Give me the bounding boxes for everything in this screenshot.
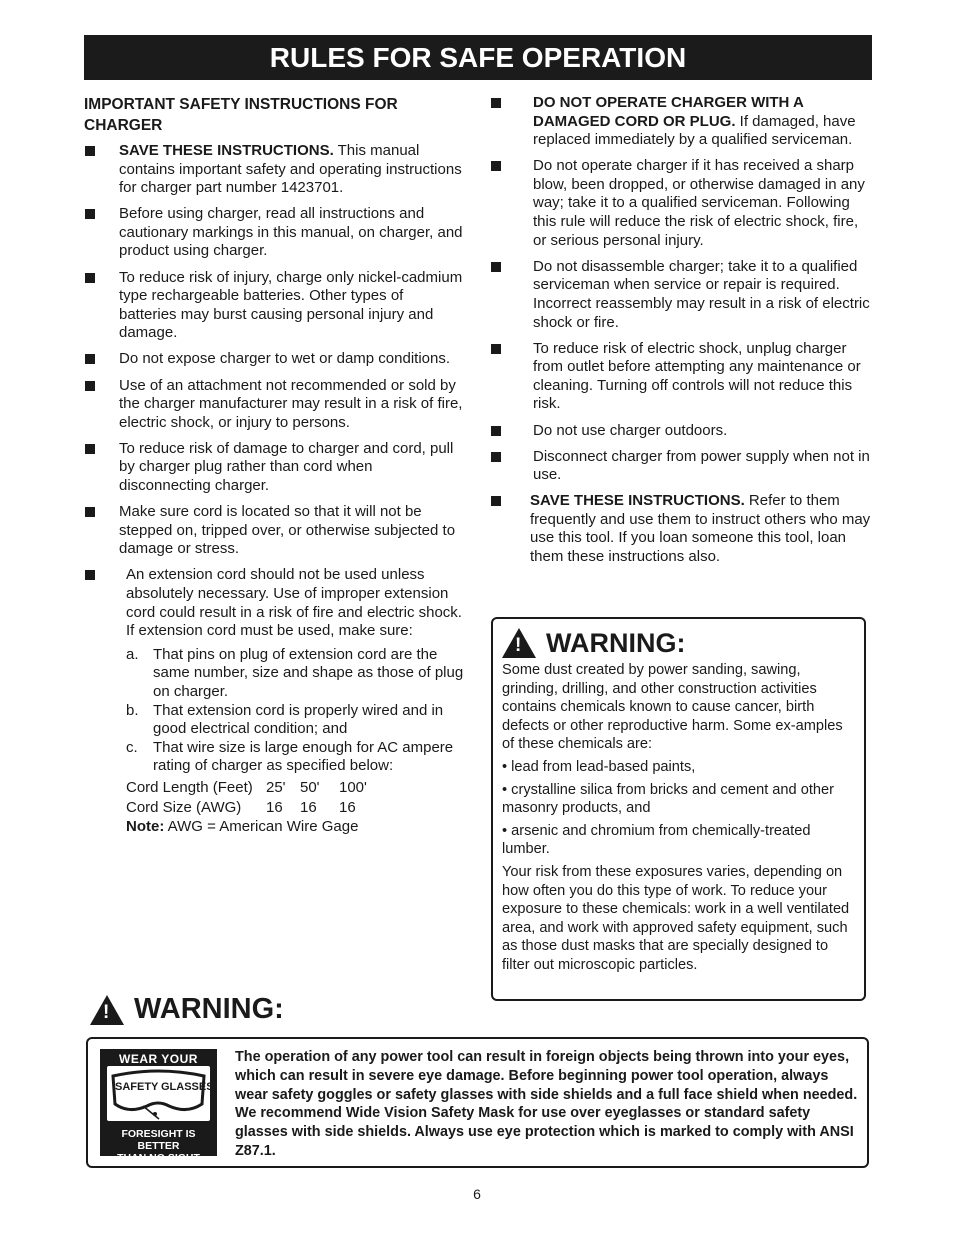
bullet-square-icon <box>491 452 501 462</box>
bullet-square-icon <box>85 273 95 283</box>
sub-list-item <box>126 739 464 776</box>
logo-top-text: WEAR YOUR <box>119 1052 198 1066</box>
bullet-square-icon <box>85 381 95 391</box>
logo-bottom-line-1: FORESIGHT IS BETTER <box>121 1128 196 1152</box>
list-item <box>490 448 872 485</box>
list-item <box>490 340 872 414</box>
page-number: 6 <box>473 1186 481 1202</box>
bullet-square-icon <box>491 344 501 354</box>
dust-warning-box <box>491 617 866 1001</box>
sub-item-text: That extension cord is properly wired and in good electrical condition; and <box>153 701 444 738</box>
table-cell: 50' <box>300 778 320 796</box>
list-item <box>84 440 464 496</box>
sub-item-letter: c. <box>126 738 138 756</box>
item-bold-lead: SAVE THESE INSTRUCTIONS. <box>530 492 745 510</box>
cord-table <box>126 778 464 818</box>
table-cell: 16 <box>300 798 317 816</box>
warning-closing: Your risk from these exposures varies, depending on how often you do this type of work. To reduce your exposure to these chemicals: work in a well ventilated area, and work with approved safety equipment, such as those dust masks that are specially designed to filter out microscopic particles. <box>502 863 850 973</box>
table-cell: 16 <box>266 798 283 816</box>
table-row-label: Cord Length (Feet) <box>126 778 253 796</box>
warning-triangle-icon <box>502 628 536 658</box>
item-text: Use of an attachment not recommended or sold by the charger manufacturer may result in a risk of fire, electric shock, or injury to persons. <box>119 376 463 431</box>
list-item <box>84 566 464 836</box>
sub-list-item <box>126 702 464 739</box>
item-text: To reduce risk of electric shock, unplug charger from outlet before attempting any maintenance or cleaning. Turning off controls will not reduce this risk. <box>533 339 861 413</box>
item-text: Do not operate charger if it has received a sharp blow, been dropped, or otherwise damaged in any way; take it to a qualified serviceman. Following this rule will reduce the risk of electric shock, fire, or serious personal injury. <box>533 157 865 249</box>
item-text: If damaged, have replaced immediately by a qualified serviceman. <box>533 112 856 149</box>
list-item <box>490 422 872 441</box>
table-cell: 25' <box>266 778 286 796</box>
bullet-square-icon <box>491 161 501 171</box>
section-heading-line-2: CHARGER <box>84 117 163 134</box>
list-item <box>84 350 464 369</box>
table-row <box>126 798 464 818</box>
eye-warning-title-text: WARNING: <box>134 993 284 1025</box>
item-bold-lead: SAVE THESE INSTRUCTIONS. <box>119 142 334 159</box>
bullet-square-icon <box>85 570 95 580</box>
bullet-square-icon <box>85 354 95 364</box>
sub-item-letter: b. <box>126 701 139 719</box>
bullet-square-icon <box>85 146 95 156</box>
bullet-square-icon <box>491 496 501 506</box>
item-text: To reduce risk of injury, charge only nickel-cadmium type rechargeable batteries. Other types of batteries may burst causing personal injury and damage. <box>119 268 463 342</box>
table-row-label: Cord Size (AWG) <box>126 798 242 816</box>
bullet-square-icon <box>85 444 95 454</box>
item-text: An extension cord should not be used unless absolutely necessary. Use of improper extension cord could result in a risk of fire and electric shock. If extension cord must be used, make sure: <box>126 566 462 640</box>
item-text: Disconnect charger from power supply when not in use. <box>533 447 870 484</box>
note-text: AWG = American Wire Gage <box>164 817 359 835</box>
item-bold-lead: DO NOT OPERATE CHARGER WITH A DAMAGED CORD OR PLUG. <box>533 94 804 130</box>
item-text: Refer to them frequently and use them to instruct others who may use this tool. If you loan someone this tool, loan them these instructions also. <box>530 492 871 566</box>
safety-glasses-logo <box>100 1049 217 1164</box>
list-item <box>84 377 464 433</box>
list-item <box>84 205 464 261</box>
logo-safety-text: SAFETY <box>115 1081 159 1093</box>
right-column <box>490 94 872 574</box>
list-item <box>490 258 872 332</box>
item-text: Before using charger, read all instructions and cautionary markings in this manual, on charger, and product using charger. <box>119 205 463 260</box>
warning-bullet: • lead from lead-based paints, <box>502 758 696 775</box>
table-note <box>126 818 464 837</box>
list-item <box>84 269 464 343</box>
list-item <box>490 94 872 150</box>
eye-warning-title <box>90 993 284 1026</box>
sub-list-item <box>126 646 464 702</box>
logo-bottom-line-2: THAN NO SIGHT <box>117 1152 200 1164</box>
sub-item-text: That wire size is large enough for AC ampere rating of charger as specified below: <box>153 738 454 775</box>
page-banner: RULES FOR SAFE OPERATION <box>84 35 872 80</box>
warning-triangle-icon <box>90 995 124 1025</box>
goggles-icon <box>107 1066 210 1121</box>
bullet-square-icon <box>491 426 501 436</box>
item-text: Make sure cord is located so that it will not be stepped on, tripped over, or otherwise subjected to damage or stress. <box>119 503 456 558</box>
bullet-square-icon <box>491 262 501 272</box>
logo-glasses-text: GLASSES <box>161 1081 210 1093</box>
logo-bottom-text <box>100 1128 217 1164</box>
list-item <box>490 157 872 250</box>
bullet-square-icon <box>85 507 95 517</box>
bullet-square-icon <box>491 98 501 108</box>
list-item <box>84 142 464 198</box>
table-row <box>126 778 464 798</box>
note-label: Note: <box>126 817 165 835</box>
list-item <box>490 492 872 566</box>
item-text: Do not disassemble charger; take it to a qualified serviceman when service or repair is required. Incorrect reassembly may result in a risk of electric shock or fire. <box>533 257 870 331</box>
item-text: This manual contains important safety and operating instructions for charger part number 1423701. <box>119 142 462 197</box>
list-item <box>84 503 464 559</box>
item-text: Do not expose charger to wet or damp conditions. <box>119 350 451 368</box>
warning-bullet: • crystalline silica from bricks and cement and other masonry products, and <box>502 781 834 817</box>
warning-title <box>502 627 855 659</box>
section-heading <box>84 94 464 136</box>
warning-title-text: WARNING: <box>546 628 686 658</box>
table-cell: 16 <box>339 798 356 816</box>
bullet-square-icon <box>85 209 95 219</box>
item-text: To reduce risk of damage to charger and cord, pull by charger plug rather than cord when disconnecting charger. <box>119 439 454 494</box>
left-column <box>84 94 464 844</box>
goggles-drawing-icon <box>107 1066 210 1121</box>
warning-intro: Some dust created by power sanding, sawing, grinding, drilling, and other construction activities contains chemicals known to cause cancer, birth defects or other reproductive harm. Some ex-amples of these chemicals are: <box>502 662 843 753</box>
sub-item-text: That pins on plug of extension cord are the same number, size and shape as those of plug on charger. <box>153 645 464 700</box>
sub-item-letter: a. <box>126 645 139 663</box>
item-text: Do not use charger outdoors. <box>533 421 728 439</box>
eye-warning-text: The operation of any power tool can result in foreign objects being thrown into your eyes, which can result in severe eye damage. Before beginning power tool operation, always wear safety goggles or safety glasses with side shields and a full face shield when needed. We recommend Wide Vision Safety Mask for use over eyeglasses or standard safety glasses with side shields. Always use eye protection which is marked to comply with ANSI Z87.1. <box>235 1049 858 1159</box>
sub-list <box>126 646 464 776</box>
warning-bullet: • arsenic and chromium from chemically-treated lumber. <box>502 822 811 858</box>
eye-warning-box <box>86 1037 869 1168</box>
table-cell: 100' <box>339 778 367 796</box>
section-heading-line-1: IMPORTANT SAFETY INSTRUCTIONS FOR <box>84 96 398 113</box>
